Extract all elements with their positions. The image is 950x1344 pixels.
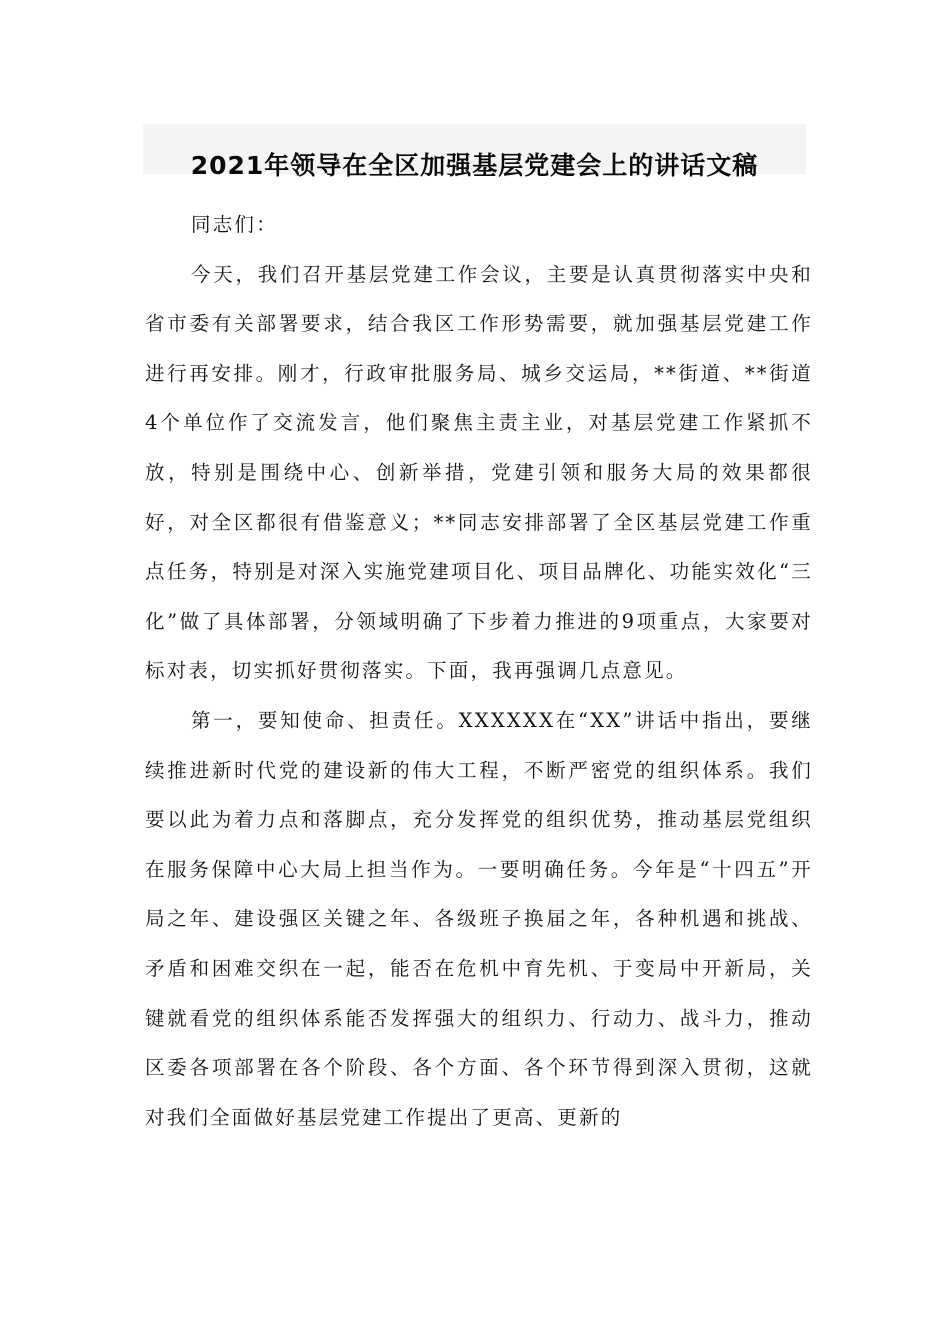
document-title: 2021年领导在全区加强基层党建会上的讲话文稿: [190, 150, 759, 180]
document-body: [145, 200, 813, 1142]
first-point-paragraph: 第一，要知使命、担责任。XXXXXX在“XX”讲话中指出，要继续推进新时代党的建设新的伟大工程，不断严密党的组织体系。我们要以此为着力点和落脚点，充分发挥党的组织优势，推动基层党组织在服务保障中心大局上担当作为。一要明确任务。今年是“十四五”开局之年、建设强区关键之年、各级班子换届之年，各种机遇和挑战、矛盾和困难交织在一起，能否在危机中育先机、于变局中开新局，关键就看党的组织体系能否发挥强大的组织力、行动力、战斗力，推动区委各项部署在各个阶段、各个方面、各个环节得到深入贯彻，这就对我们全面做好基层党建工作提出了更高、更新的: [145, 708, 813, 1129]
intro-paragraph: 今天，我们召开基层党建工作会议，主要是认真贯彻落实中央和省市委有关部署要求，结合我区工作形势需要，就加强基层党建工作进行再安排。刚才，行政审批服务局、城乡交运局，**街道、**街道4个单位作了交流发言，他们聚焦主责主业，对基层党建工作紧抓不放，特别是围绕中心、创新举措，党建引领和服务大局的效果都很好，对全区都很有借鉴意义；**同志安排部署了全区基层党建工作重点任务，特别是对深入实施党建项目化、项目品牌化、功能实效化“三化”做了具体部署，分领域明确了下步着力推进的9项重点，大家要对标对表，切实抓好贯彻落实。下面，我再强调几点意见。: [145, 262, 813, 683]
salutation-paragraph: 同志们：: [191, 213, 278, 236]
